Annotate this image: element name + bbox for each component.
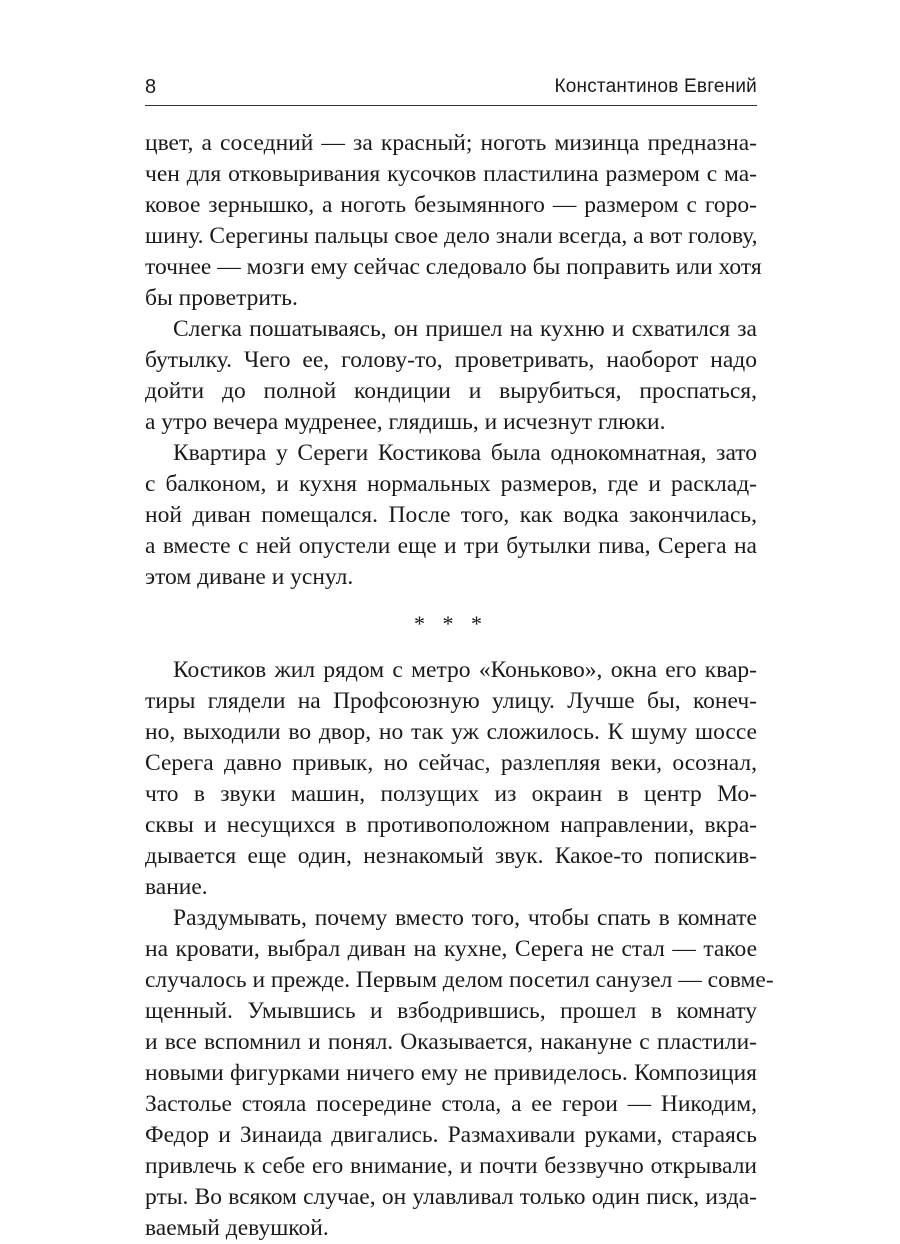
text-line: вание. — [145, 874, 208, 900]
text-line: этом диване и уснул. — [145, 564, 354, 590]
text-line: с балконом, и кухня нормальных размеров, где и расклад- — [145, 471, 757, 497]
text-line: тиры глядели на Профсоюзную улицу. Лучше бы, конеч- — [145, 688, 757, 714]
text-line: на кровати, выбрал диван на кухне, Серега не стал — такое — [145, 936, 757, 962]
text-line: ковое зернышко, а ноготь безымянного — размером с горо- — [145, 192, 757, 218]
paragraph — [145, 314, 757, 438]
text-line: Застолье стояла посередине стола, а ее герои — Никодим, — [145, 1091, 757, 1117]
paragraph — [145, 128, 762, 314]
text-line: щенный. Умывшись и взбодрившись, прошел в комнату — [145, 998, 757, 1024]
text-line: рты. Во всяком случае, он улавливал только один писк, изда- — [145, 1184, 757, 1210]
text-line: бы проветрить. — [145, 285, 298, 311]
text-line: Костиков жил рядом с метро «Коньково», окна его квар- — [173, 657, 757, 683]
text-line: дывается еще один, незнакомый звук. Какое-то попискив- — [145, 843, 757, 869]
page-header — [145, 74, 757, 104]
scene-separator: * * * — [414, 611, 488, 636]
text-line: сквы и несущихся в противоположном направлении, вкра- — [145, 812, 757, 838]
paragraph — [145, 438, 757, 593]
text-line: точнее — мозги ему сейчас следовало бы поправить или хотя — [145, 254, 762, 280]
text-line: бутылку. Чего ее, голову-то, проветривать, наоборот надо — [145, 347, 757, 373]
header-rule — [145, 105, 757, 106]
body-text — [145, 128, 774, 1244]
text-line: а вместе с ней опустели еще и три бутылки пива, Серега на — [145, 533, 757, 559]
text-line: случалось и прежде. Первым делом посетил санузел — совме- — [145, 967, 774, 993]
text-line: Слегка пошатываясь, он пришел на кухню и схватился за — [173, 316, 757, 342]
page-number: 8 — [145, 76, 157, 98]
text-line: а утро вечера мудренее, глядишь, и исчезнут глюки. — [145, 409, 666, 435]
paragraph — [145, 655, 757, 903]
text-line: чен для отковыривания кусочков пластилина размером с ма- — [145, 161, 757, 187]
text-line: и все вспомнил и понял. Оказывается, накануне с пластили- — [145, 1029, 757, 1055]
text-line: дойти до полной кондиции и вырубиться, проспаться, — [145, 378, 757, 404]
text-line: но, выходили во двор, но так уж сложилось. К шуму шоссе — [145, 719, 757, 745]
text-line: шину. Серегины пальцы свое дело знали всегда, а вот голову, — [145, 223, 758, 249]
text-line: Квартира у Сереги Костикова была однокомнатная, зато — [173, 440, 757, 466]
text-line: ваемый девушкой. — [145, 1215, 329, 1241]
text-line: новыми фигурками ничего ему не привиделось. Композиция — [145, 1060, 757, 1086]
text-line: Федор и Зинаида двигались. Размахивали руками, стараясь — [145, 1122, 757, 1148]
text-line: Серега давно привык, но сейчас, разлепляя веки, осознал, — [145, 750, 757, 776]
running-head-author: Константинов Евгений — [554, 76, 757, 97]
text-line: цвет, а соседний — за красный; ноготь мизинца предназна- — [145, 130, 757, 156]
text-line: привлечь к себе его внимание, и почти беззвучно открывали — [145, 1153, 757, 1179]
text-line: что в звуки машин, ползущих из окраин в центр Мо- — [145, 781, 757, 807]
text-line: ной диван помещался. После того, как водка закончилась, — [145, 502, 757, 528]
paragraph — [145, 903, 774, 1244]
text-line: Раздумывать, почему вместо того, чтобы спать в комнате — [173, 905, 757, 931]
